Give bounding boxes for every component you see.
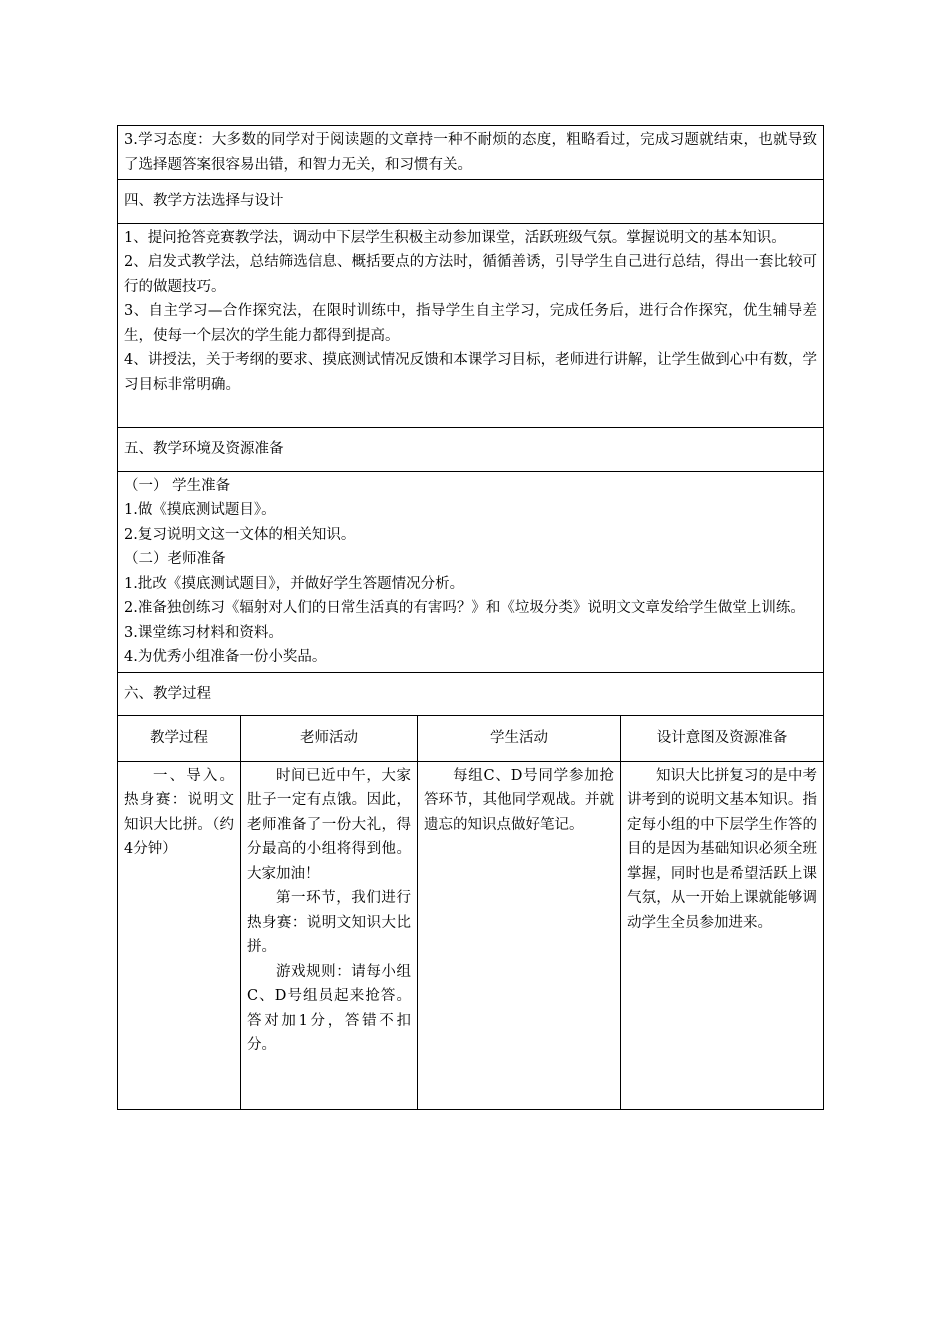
- teacher-activity-cell: [241, 761, 418, 1109]
- section-4-content: [118, 223, 824, 428]
- student-activity-text: 每组C、D号同学参加抢答环节，其他同学观战。并就遗忘的知识点做好笔记。: [424, 767, 614, 833]
- teacher-activity-paragraph: 第一环节，我们进行热身赛：说明文知识大比拼。: [247, 890, 411, 955]
- learning-attitude-cell: [118, 126, 824, 180]
- section-6-title: 六、教学过程: [118, 672, 824, 716]
- column-header-teacher: 老师活动: [241, 716, 418, 762]
- column-header-design: 设计意图及资源准备: [621, 716, 824, 762]
- prep-item: 1.做《摸底测试题目》。: [124, 502, 276, 518]
- process-text: 一、导入。热身赛：说明文知识大比拼。（约4分钟）: [124, 767, 234, 857]
- section-4-title: 四、教学方法选择与设计: [118, 180, 824, 224]
- method-item: 3、自主学习—合作探究法，在限时训练中，指导学生自主学习，完成任务后，进行合作探究，优生辅导差生，使每一个层次的学生能力都得到提高。: [124, 303, 818, 344]
- prep-item: （一） 学生准备: [124, 477, 231, 494]
- section-5-title: 五、教学环境及资源准备: [118, 428, 824, 472]
- section-5-content: [118, 471, 824, 672]
- student-activity-cell: [418, 761, 621, 1109]
- column-header-student: 学生活动: [418, 716, 621, 762]
- method-item: 2、启发式教学法，总结筛选信息、概括要点的方法时，循循善诱，引导学生自己进行总结，得出一套比较可行的做题技巧。: [124, 254, 818, 295]
- lesson-plan-table: [117, 125, 824, 1110]
- design-intent-cell: [621, 761, 824, 1109]
- teacher-activity-paragraph: 游戏规则：请每小组C、D号组员起来抢答。答对加1分，答错不扣分。: [247, 963, 411, 1053]
- design-intent-text: 知识大比拼复习的是中考讲考到的说明文基本知识。指定每小组的中下层学生作答的目的是因为基础知识必须全班掌握，同时也是希望活跃上课气氛，从一开始上课就能够调动学生全员参加进来。: [627, 767, 818, 931]
- method-item: 4、讲授法，关于考纲的要求、摸底测试情况反馈和本课学习目标，老师进行讲解，让学生做到心中有数，学习目标非常明确。: [124, 352, 818, 393]
- prep-item: 2.准备独创练习《辐射对人们的日常生活真的有害吗？》和《垃圾分类》说明文文章发给学生做堂上训练。: [124, 600, 805, 616]
- teacher-activity-paragraph: 时间已近中午，大家肚子一定有点饿。因此，老师准备了一份大礼，得分最高的小组将得到他。大家加油！: [247, 767, 411, 882]
- prep-item: 3.课堂练习材料和资料。: [124, 624, 283, 641]
- prep-item: 2.复习说明文这一文体的相关知识。: [124, 526, 356, 543]
- learning-attitude-text: 3.学习态度：大多数的同学对于阅读题的文章持一种不耐烦的态度，粗略看过，完成习题就结束，也就导致了选择题答案很容易出错，和智力无关，和习惯有关。: [124, 132, 818, 173]
- prep-item: 1.批改《摸底测试题目》，并做好学生答题情况分析。: [124, 575, 465, 592]
- prep-item: 4.为优秀小组准备一份小奖品。: [124, 649, 327, 665]
- prep-item: （二）老师准备: [124, 551, 226, 567]
- method-item: 1、提问抢答竞赛教学法，调动中下层学生积极主动参加课堂，活跃班级气氛。掌握说明文的基本知识。: [124, 229, 786, 246]
- column-header-process: 教学过程: [118, 716, 241, 762]
- process-cell: [118, 761, 241, 1109]
